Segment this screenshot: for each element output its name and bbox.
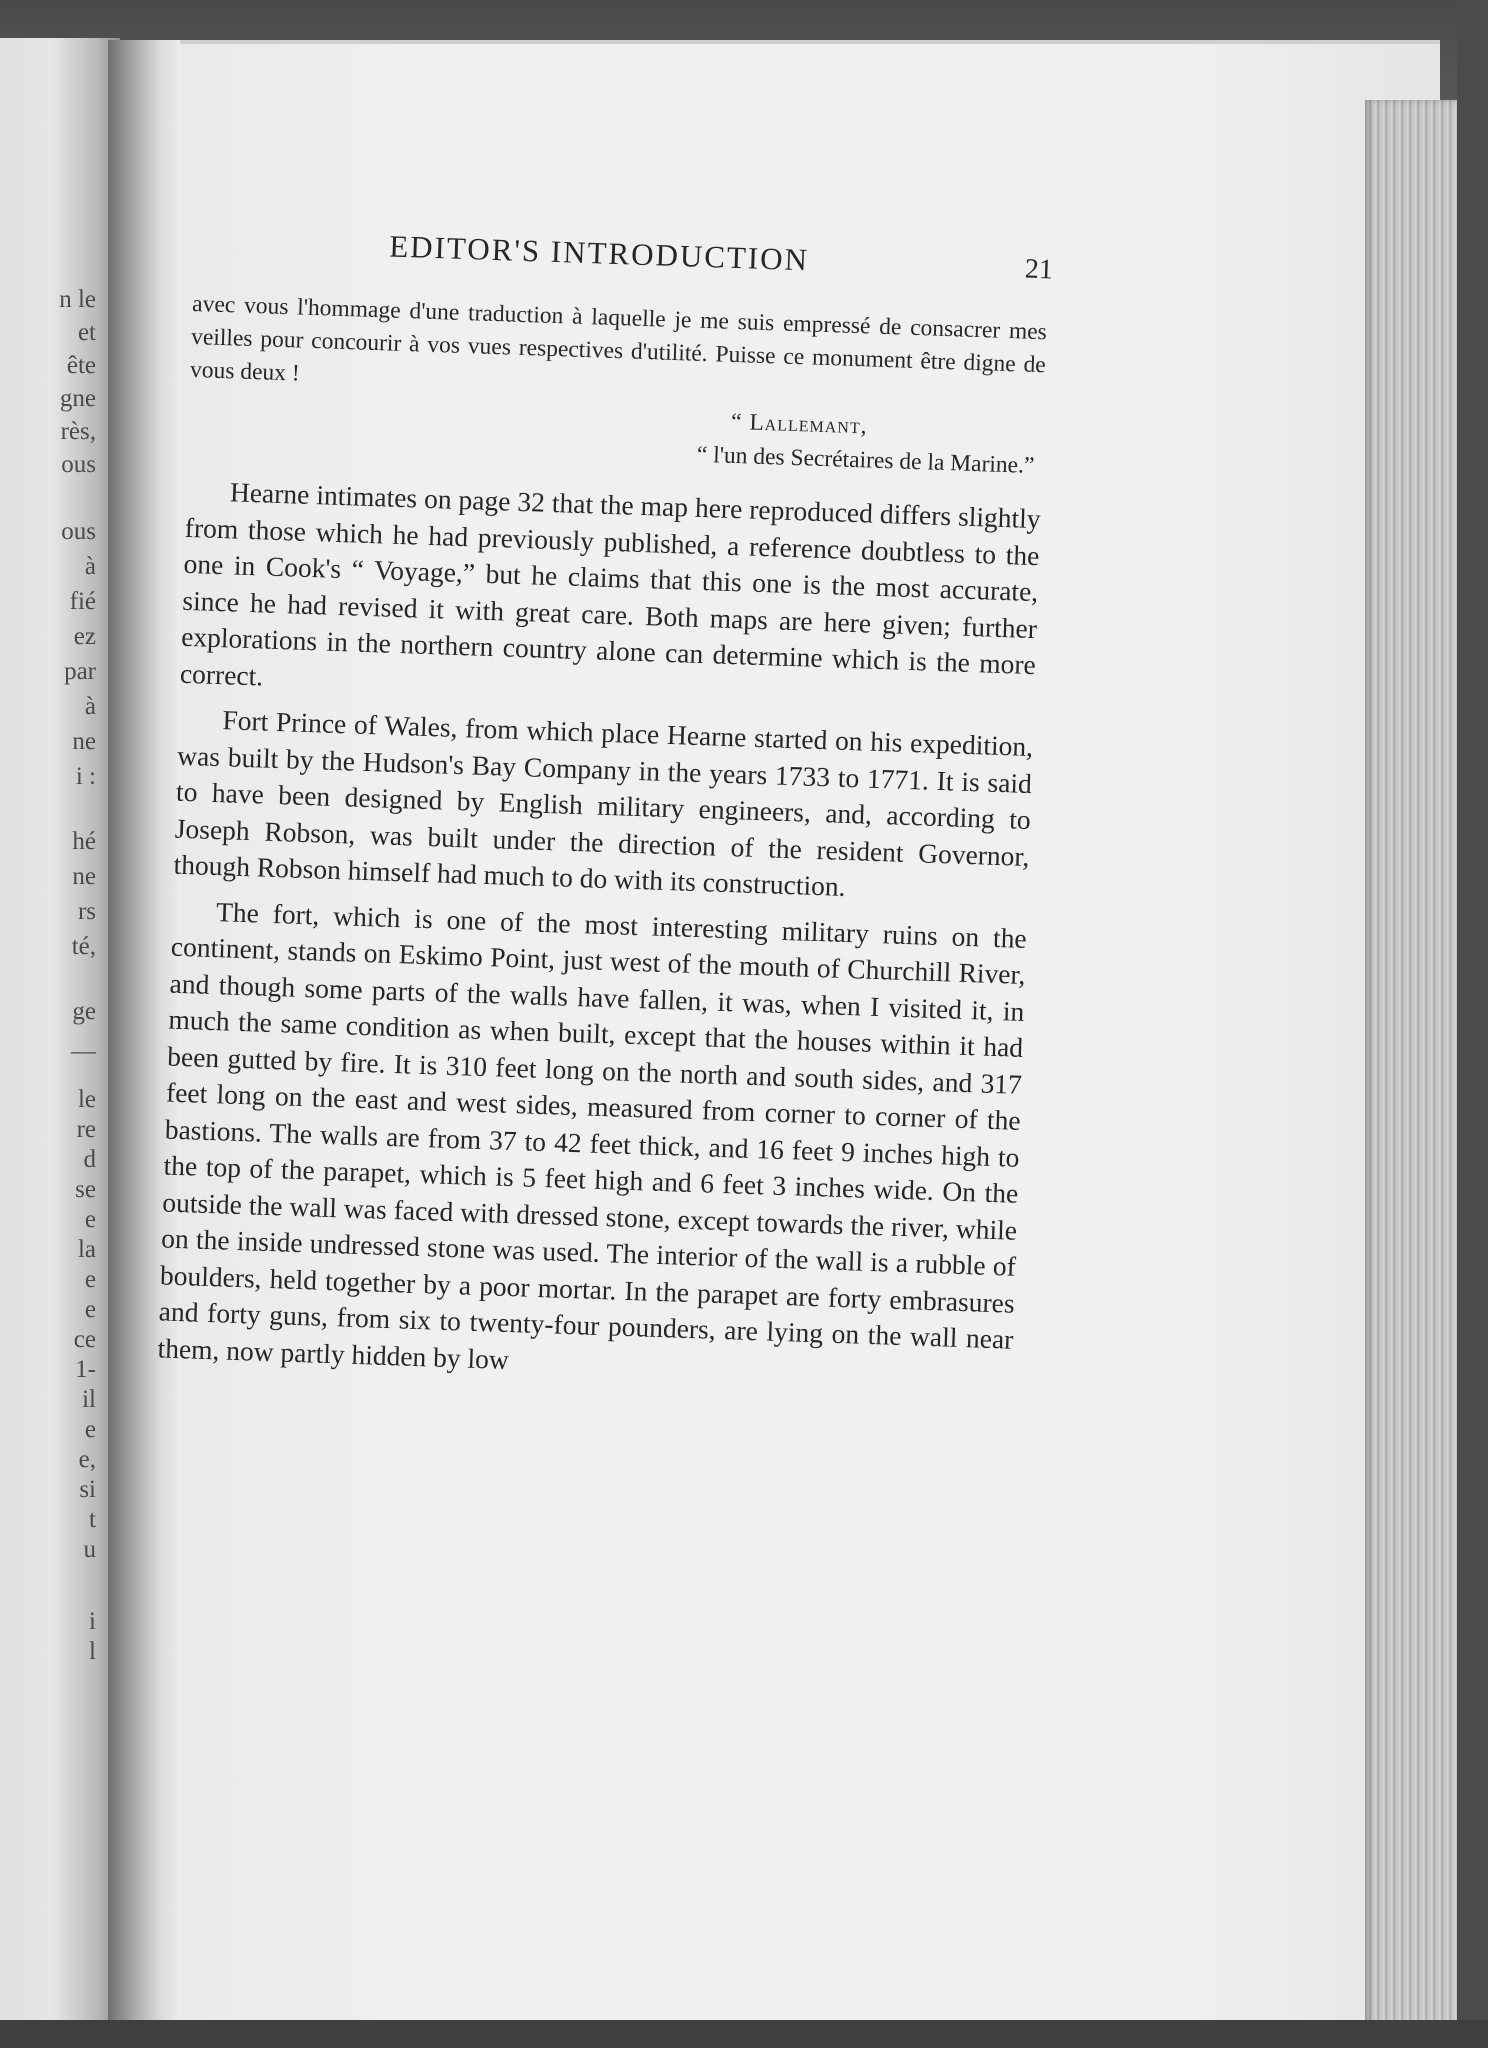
left-page-fragment: se (75, 1176, 96, 1203)
left-page-fragment: ous (61, 451, 96, 478)
left-page-fragment: ne (72, 863, 96, 890)
left-page-fragment: le (77, 1086, 96, 1113)
left-page-fragment: té, (71, 933, 96, 960)
left-page-fragment: ce (73, 1326, 96, 1353)
left-page-fragment: ous (61, 518, 96, 545)
left-page-fragment: e (84, 1206, 96, 1233)
left-page-fragment: 1- (75, 1356, 96, 1383)
left-page-fragment: e, (78, 1446, 96, 1473)
left-page-fragment: i (89, 1608, 96, 1635)
paragraph-fort-prince-of-wales: Fort Prince of Wales, from which place Hearne started on his expedition, was built by the Hudson's Bay Company in the years 1733 to 1771. It is said to have been designed by English military engineers, and, according to Joseph Robson, was built under the direction of the resident Governor, though Robson himself had much to do with its construction. (173, 704, 1034, 902)
left-page-edge (0, 38, 120, 2033)
page-fore-edge (1365, 100, 1457, 2035)
left-page-fragment: si (79, 1476, 96, 1503)
quoted-letter-text: avec vous l'hommage d'une traduction à laquelle je me suis empressé de consacrer mes veilles pour concourir à vos vues respectives d'utilité. Puisse ce monument être digne de vous deux ! (189, 290, 1048, 387)
left-page-fragment: fié (69, 588, 96, 615)
left-page-fragment: hé (72, 828, 96, 855)
left-page-fragment: et (77, 319, 96, 346)
left-page-fragment: à (84, 553, 96, 580)
left-page-fragment: ge (72, 998, 96, 1025)
left-page-fragment: rs (77, 898, 96, 925)
left-page-fragment: e (84, 1416, 96, 1443)
paragraph-maps: Hearne intimates on page 32 that the map here reproduced differs slightly from those which he had previously published, a reference doubtless to the one in Cook's “ Voyage,” but he claims that this one is the most accurate, since he had revised it with great care. Both maps are here given; further explorations in the northern country alone can determine which is the more correct. (179, 476, 1042, 692)
left-page-fragment: i : (75, 763, 96, 790)
signature-title: “ l'un des Secrétaires de la Marine.” (696, 441, 1035, 479)
running-head-title: EDITOR'S INTRODUCTION (388, 228, 810, 278)
paragraph-fort-description: The fort, which is one of the most interesting military ruins on the continent, stands on Eskimo Point, just west of the mouth of Churchill River, and though some parts of the walls have fallen, it was, when I visited it, in much the same condition as when built, except that the houses within it had been gutted by fire. It is 310 feet long on the north and south sides, and 317 feet long on the east and west sides, measured from corner to corner of the bastions. The walls are from 37 to 42 feet thick, and 16 feet 9 inches high to the top of the parapet, which is 5 feet high and 6 feet 3 inches wide. On the outside the wall was faced with dressed stone, except towards the river, while on the inside undressed stone was used. The interior of the wall is a rubble of boulders, held together by a poor mortar. In the parapet are forty embrasures and forty guns, from six to twenty-four pounders, are lying on the wall near them, now partly hidden by low (157, 895, 1028, 1375)
left-page-fragment: t (89, 1506, 96, 1533)
left-page-fragment: ête (66, 352, 96, 379)
page-number: 21 (1024, 253, 1054, 286)
left-page-fragment: ez (73, 623, 96, 650)
signature-name: “ Lallemant, (730, 408, 869, 440)
left-page-fragment: gne (59, 385, 96, 412)
scanner-edge (1457, 0, 1488, 2048)
left-page-fragment: la (77, 1236, 96, 1263)
left-page-fragment: d (83, 1146, 96, 1173)
left-page-fragment: u (83, 1536, 96, 1563)
left-page-fragment: à (84, 693, 96, 720)
left-page-fragment: par (64, 658, 96, 685)
scanner-bottom (0, 2020, 1488, 2048)
left-page-fragment: rès, (60, 418, 96, 445)
left-page-fragment: il (82, 1386, 96, 1413)
left-page-fragment: e (84, 1266, 96, 1293)
left-page-fragment: ne (72, 728, 96, 755)
left-page-fragment: n le (59, 286, 96, 313)
left-page-fragment: l (89, 1638, 96, 1665)
left-page-fragment: re (76, 1116, 96, 1143)
left-page-fragment: e (84, 1296, 96, 1323)
left-page-fragment: — (71, 1038, 96, 1065)
page-text-block (157, 222, 1054, 1395)
